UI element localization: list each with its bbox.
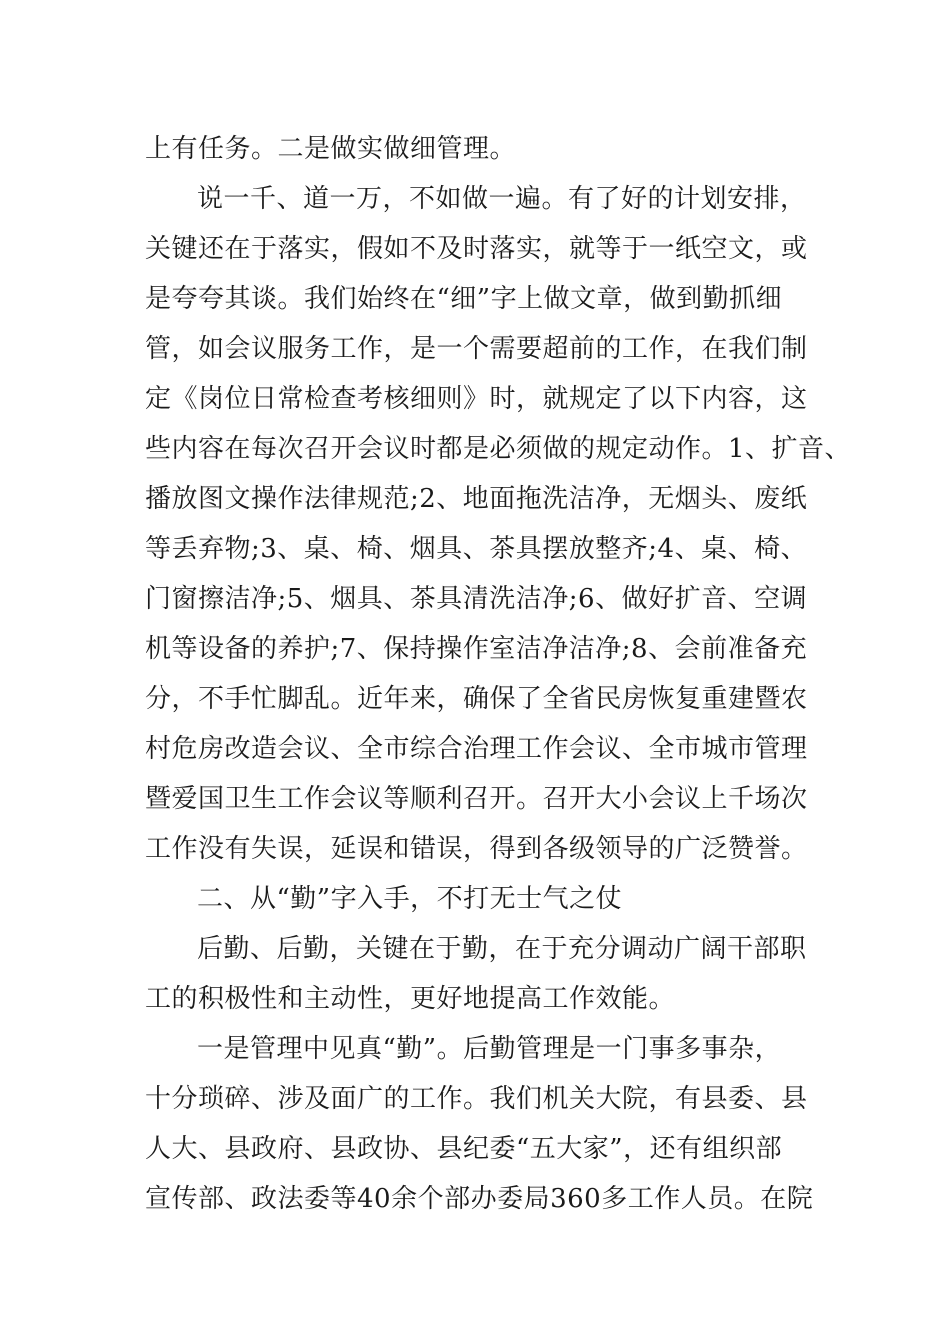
text-line: 机等设备的养护;7、保持操作室洁净洁净;8、会前准备充 bbox=[145, 634, 808, 664]
text-line: 人大、县政府、县政协、县纪委“五大家”，还有组织部 bbox=[145, 1134, 783, 1164]
section-heading: 二、从“勤”字入手，不打无士气之仗 bbox=[197, 884, 623, 914]
text-line: 分，不手忙脚乱。近年来，确保了全省民房恢复重建暨农 bbox=[145, 684, 808, 714]
text-line: 管，如会议服务工作，是一个需要超前的工作，在我们制 bbox=[145, 334, 808, 364]
text-line: 十分琐碎、涉及面广的工作。我们机关大院，有县委、县 bbox=[145, 1084, 808, 1114]
text-line: 定《岗位日常检查考核细则》时，就规定了以下内容，这 bbox=[145, 384, 808, 414]
text-line: 上有任务。二是做实做细管理。 bbox=[145, 134, 517, 164]
paragraph-start-line: 后勤、后勤，关键在于勤，在于充分调动广阔干部职 bbox=[197, 934, 807, 964]
paragraph-start-line: 说一千、道一万，不如做一遍。有了好的计划安排， bbox=[197, 184, 807, 214]
text-line: 暨爱国卫生工作会议等顺利召开。召开大小会议上千场次 bbox=[145, 784, 808, 814]
paragraph-start-line: 一是管理中见真“勤”。后勤管理是一门事多事杂， bbox=[197, 1034, 782, 1064]
text-line: 宣传部、政法委等40余个部办委局360多工作人员。在院 bbox=[145, 1184, 814, 1214]
text-line: 工作没有失误，延误和错误，得到各级领导的广泛赞誉。 bbox=[145, 834, 808, 864]
text-line: 关键还在于落实，假如不及时落实，就等于一纸空文，或 bbox=[145, 234, 808, 264]
text-line: 村危房改造会议、全市综合治理工作会议、全市城市管理 bbox=[145, 734, 808, 764]
text-line: 工的积极性和主动性，更好地提高工作效能。 bbox=[145, 984, 676, 1014]
text-line: 等丢弃物;3、桌、椅、烟具、茶具摆放整齐;4、桌、椅、 bbox=[145, 534, 808, 564]
text-line: 门窗擦洁净;5、烟具、茶具清洗洁净;6、做好扩音、空调 bbox=[145, 584, 808, 614]
text-line: 是夸夸其谈。我们始终在“细”字上做文章，做到勤抓细 bbox=[145, 284, 783, 314]
text-line: 播放图文操作法律规范;2、地面拖洗洁净，无烟头、废纸 bbox=[145, 484, 808, 514]
text-line: 些内容在每次召开会议时都是必须做的规定动作。1、扩音、 bbox=[145, 434, 852, 464]
